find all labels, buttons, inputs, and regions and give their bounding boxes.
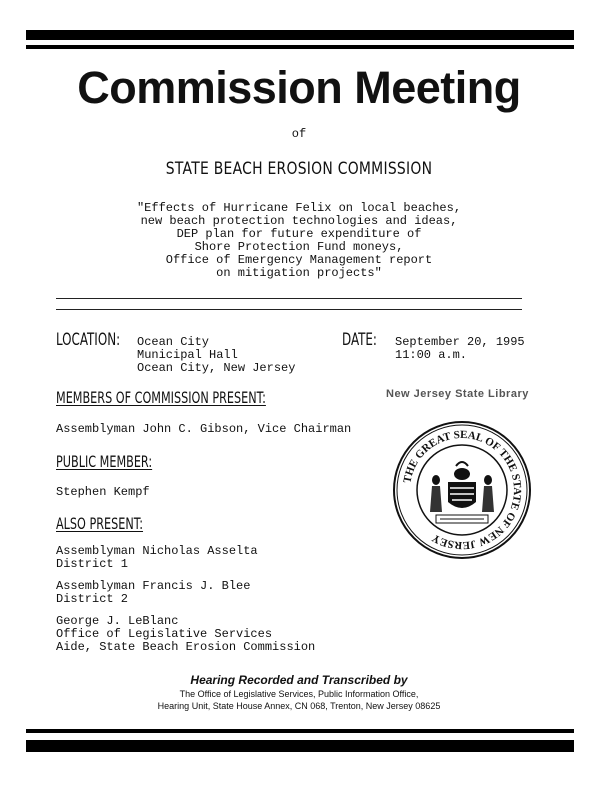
- state-seal: [392, 420, 532, 560]
- also-present-entry: [56, 615, 315, 654]
- date-line: 11:00 a.m.: [395, 348, 468, 362]
- also-present-label: ALSO PRESENT:: [56, 514, 144, 533]
- bottom-rule-thick: [26, 740, 574, 752]
- library-stamp: New Jersey State Library: [386, 388, 529, 400]
- also-present-entry: [56, 580, 250, 606]
- of-text: of: [291, 127, 307, 141]
- member-name: Assemblyman John C. Gibson, Vice Chairman: [56, 422, 352, 436]
- location-line: Municipal Hall: [137, 348, 238, 362]
- attendee-name: George J. LeBlanc: [56, 614, 179, 628]
- attendee-detail: Aide, State Beach Erosion Commission: [56, 640, 316, 654]
- attendee-detail: District 2: [56, 592, 129, 606]
- footer-credit: Hearing Recorded and Transcribed by: [190, 673, 408, 687]
- date-value: [395, 336, 525, 362]
- public-member-label: PUBLIC MEMBER:: [56, 452, 153, 471]
- location-line: Ocean City: [137, 335, 210, 349]
- attendee-name: Assemblyman Nicholas Asselta: [56, 544, 258, 558]
- separator-rule-1: [56, 298, 522, 299]
- attendee-detail: Office of Legislative Services: [56, 627, 273, 641]
- footer-address: [0, 688, 598, 712]
- location-label: LOCATION:: [56, 330, 121, 350]
- location-line: Ocean City, New Jersey: [137, 361, 296, 375]
- footer-line: Hearing Unit, State House Annex, CN 068, Trenton, New Jersey 08625: [157, 701, 441, 711]
- commission-name: STATE BEACH EROSION COMMISSION: [165, 159, 433, 179]
- also-present-entry: [56, 545, 258, 571]
- hearing-subject: "Effects of Hurricane Felix on local beaches, new beach protection technologies and ideas, DEP plan for future expenditure of Shore Protection Fund moneys, Office of Emergency Management report on mitigation projects": [136, 201, 462, 280]
- members-label: MEMBERS OF COMMISSION PRESENT:: [56, 388, 266, 407]
- separator-rule-2: [56, 309, 522, 310]
- seal-text: THE GREAT SEAL OF THE STATE OF NEW JERSEY: [401, 428, 524, 552]
- date-label: DATE:: [342, 330, 377, 350]
- location-value: [137, 336, 295, 375]
- top-rule-thin: [26, 45, 574, 49]
- date-line: September 20, 1995: [395, 335, 525, 349]
- footer-line: The Office of Legislative Services, Public Information Office,: [179, 689, 419, 699]
- document-title: Commission Meeting: [77, 62, 521, 113]
- bottom-rule-thin: [26, 729, 574, 733]
- public-member-name: Stephen Kempf: [56, 485, 150, 499]
- attendee-name: Assemblyman Francis J. Blee: [56, 579, 251, 593]
- top-rule-thick: [26, 30, 574, 40]
- seal-icon: [392, 420, 532, 560]
- attendee-detail: District 1: [56, 557, 129, 571]
